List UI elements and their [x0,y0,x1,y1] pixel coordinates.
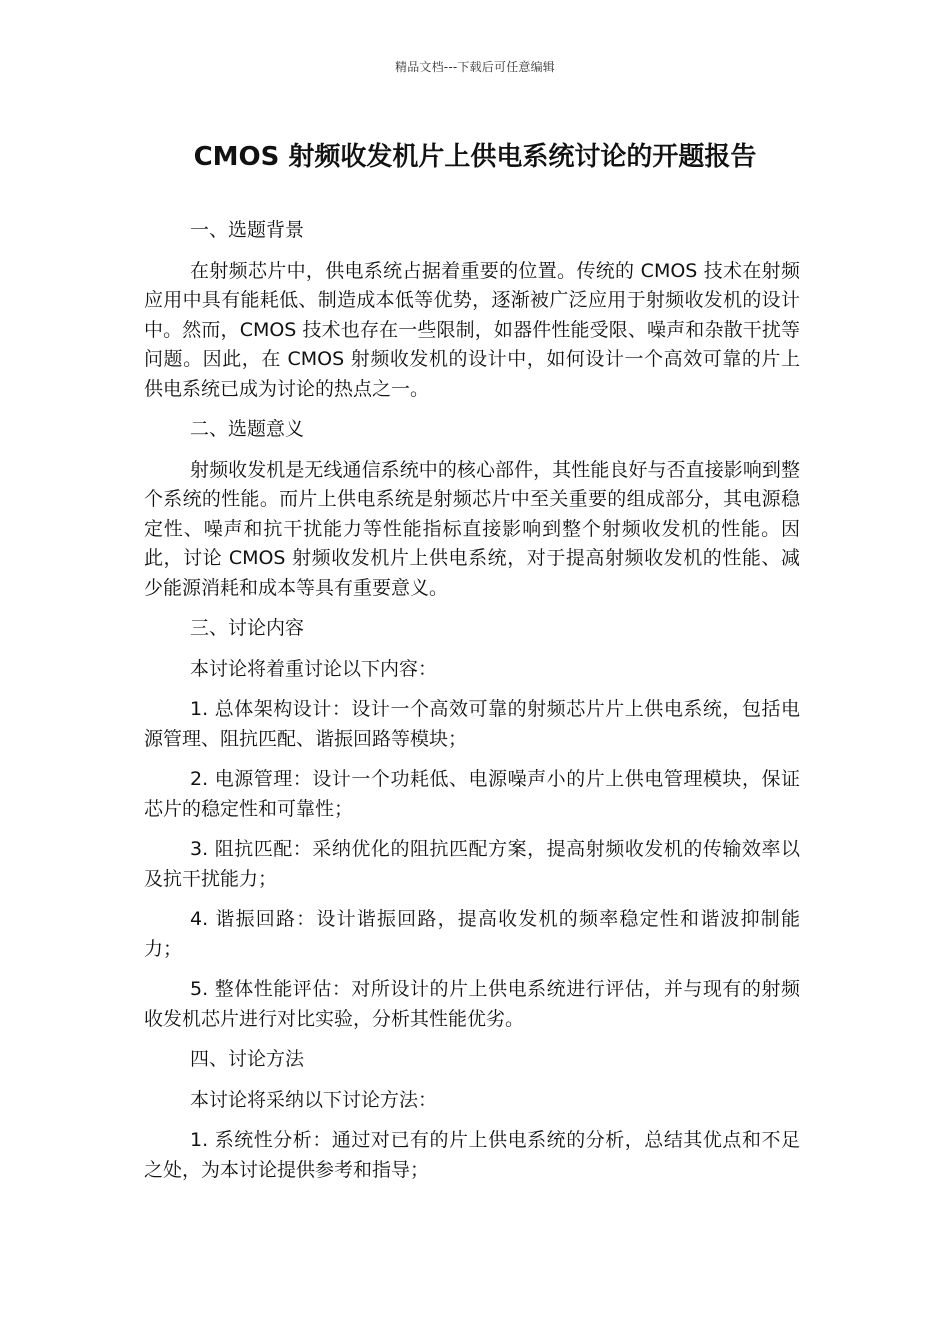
list-item-systematic-analysis: 1. 系统性分析：通过对已有的片上供电系统的分析，总结其优点和不足之处，为本讨论提供参考和指导； [144,1129,800,1181]
paragraph-methods-intro: 本讨论将采纳以下讨论方法： [190,1088,438,1111]
list-item-architecture: 1. 总体架构设计：设计一个高效可靠的射频芯片片上供电系统，包括电源管理、阻抗匹配、谐振回路等模块； [144,698,800,750]
section-heading-significance: 二、选题意义 [190,418,305,440]
section-heading-content: 三、讨论内容 [190,617,305,639]
list-item-power-management: 2. 电源管理：设计一个功耗低、电源噪声小的片上供电管理模块，保证芯片的稳定性和可靠性； [144,768,800,820]
paragraph-significance: 射频收发机是无线通信系统中的核心部件，其性能良好与否直接影响到整个系统的性能。而片上供电系统是射频芯片中至关重要的组成部分，其电源稳定性、噪声和抗干扰能力等性能指标直接影响到整个射频收发机的性能。因此，讨论 CMOS 射频收发机片上供电系统，对于提高射频收发机的性能、减少能源消耗和成本等具有重要意义。 [144,458,800,599]
section-heading-background: 一、选题背景 [190,219,305,241]
list-item-resonant-circuit: 4. 谐振回路：设计谐振回路，提高收发机的频率稳定性和谐波抑制能力； [144,908,800,960]
document-title: CMOS 射频收发机片上供电系统讨论的开题报告 [193,142,757,172]
paragraph-content-intro: 本讨论将着重讨论以下内容： [190,657,438,680]
header-note: 精品文档---下载后可任意编辑 [395,60,555,74]
list-item-impedance-matching: 3. 阻抗匹配：采纳优化的阻抗匹配方案，提高射频收发机的传输效率以及抗干扰能力； [144,838,800,890]
list-item-performance-evaluation: 5. 整体性能评估：对所设计的片上供电系统进行评估，并与现有的射频收发机芯片进行对比实验，分析其性能优劣。 [144,978,800,1030]
section-heading-methods: 四、讨论方法 [190,1048,305,1070]
paragraph-background: 在射频芯片中，供电系统占据着重要的位置。传统的 CMOS 技术在射频应用中具有能耗低、制造成本低等优势，逐渐被广泛应用于射频收发机的设计中。然而，CMOS 技术也存在一些限制，如器件性能受限、噪声和杂散干扰等问题。因此，在 CMOS 射频收发机的设计中，如何设计一个高效可靠的片上供电系统已成为讨论的热点之一。 [144,259,800,400]
document-body [144,216,800,1196]
